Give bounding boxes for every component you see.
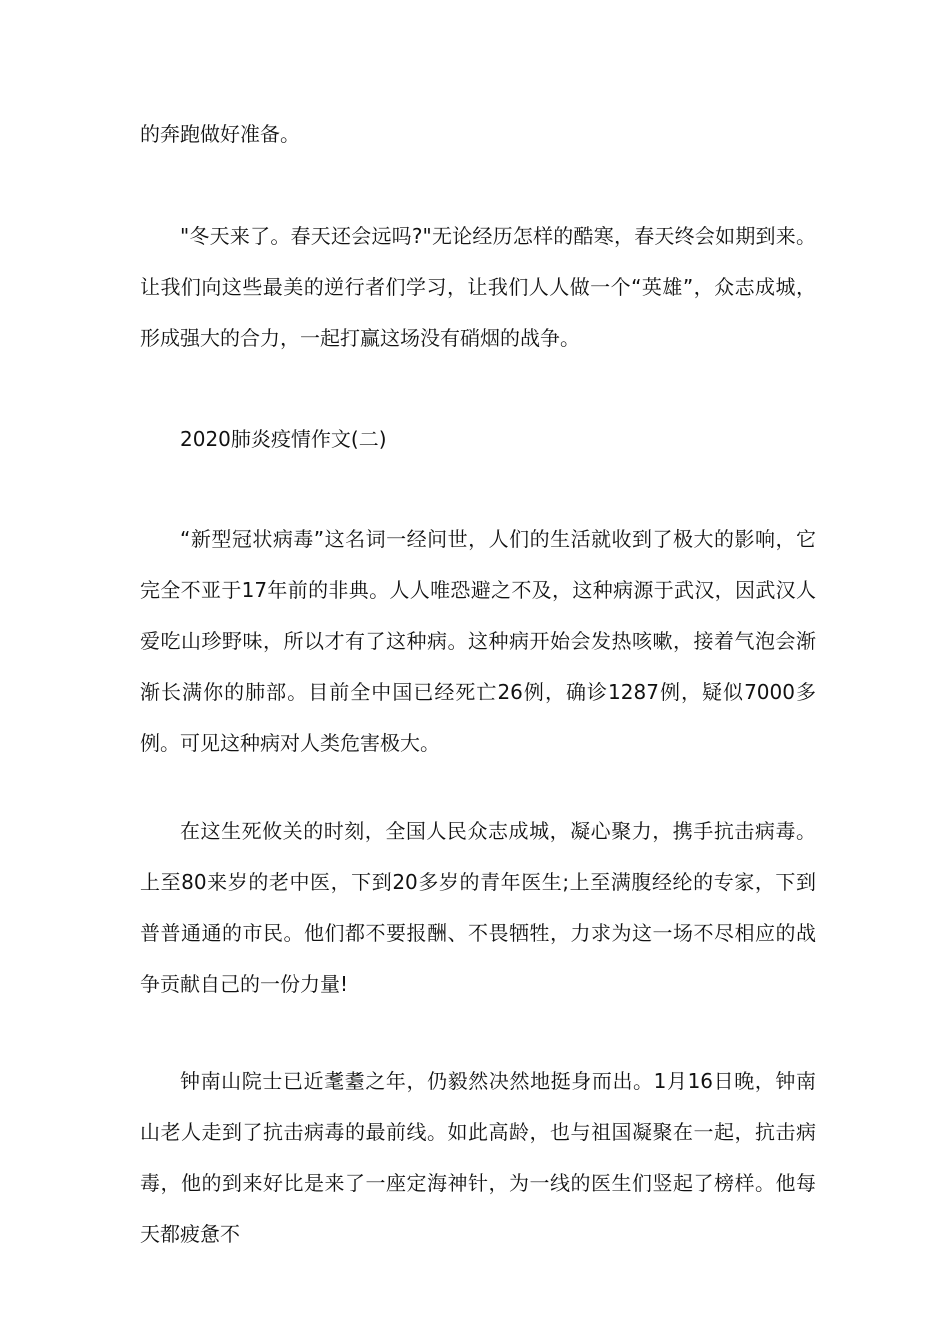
paragraph-zhong-nanshan: 钟南山院士已近耄耋之年，仍毅然决然地挺身而出。1月16日晚，钟南山老人走到了抗击病毒的最前线。如此高龄，也与祖国凝聚在一起，抗击病毒，他的到来好比是来了一座定海神针，为一线的医生们竖起了榜样。他每天都疲惫不 <box>140 1069 816 1246</box>
paragraph-nation-united: 在这生死攸关的时刻，全国人民众志成城，凝心聚力，携手抗击病毒。上至80来岁的老中医，下到20多岁的青年医生;上至满腹经纶的专家，下到普普通通的市民。他们都不要报酬、不畏牺牲，力求为这一场不尽相应的战争贡献自己的一份力量! <box>140 819 816 996</box>
section-heading: 2020肺炎疫情作文(二) <box>180 427 387 451</box>
paragraph-winter-spring: "冬天来了。春天还会远吗?"无论经历怎样的酷寒，春天终会如期到来。让我们向这些最美的逆行者们学习，让我们人人做一个“英雄”，众志成城，形成强大的合力，一起打赢这场没有硝烟的战争。 <box>140 224 816 350</box>
paragraph-continuation: 的奔跑做好准备。 <box>140 122 300 146</box>
paragraph-virus-intro: “新型冠状病毒”这名词一经问世，人们的生活就收到了极大的影响，它完全不亚于17年前的非典。人人唯恐避之不及，这种病源于武汉，因武汉人爱吃山珍野味，所以才有了这种病。这种病开始会发热咳嗽，接着气泡会渐渐长满你的肺部。目前全中国已经死亡26例，确诊1287例，疑似7000多例。可见这种病对人类危害极大。 <box>140 527 816 755</box>
